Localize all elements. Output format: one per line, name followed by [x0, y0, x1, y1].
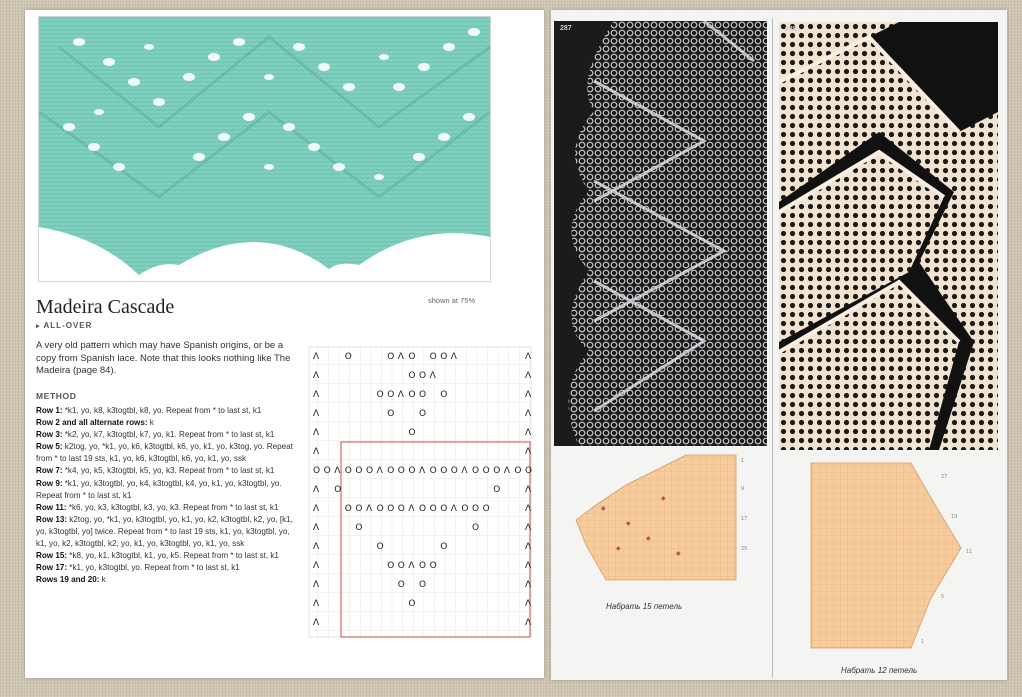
yarn-over-symbol: O [429, 504, 437, 514]
row-label: Row 7: [36, 466, 63, 476]
yarn-over-symbol: O [387, 561, 395, 571]
yarn-over-symbol: O [387, 352, 395, 362]
decrease-symbol: Λ [525, 447, 532, 457]
decrease-symbol: Λ [376, 466, 383, 476]
right-book-page [551, 10, 1007, 680]
row-label: Row 17: [36, 563, 68, 573]
lace-swatch-image [39, 17, 490, 281]
yarn-over-symbol: O [376, 390, 384, 400]
decrease-symbol: Λ [525, 485, 532, 495]
yarn-over-symbol: O [397, 504, 405, 514]
yarn-over-symbol: O [387, 390, 395, 400]
decrease-symbol: Λ [525, 504, 532, 514]
row-label: Row 2 and all alternate rows: [36, 418, 148, 428]
method-rows [36, 405, 298, 586]
decrease-symbol: Λ [503, 466, 510, 476]
yarn-over-symbol: O [440, 504, 448, 514]
yarn-over-symbol: O [376, 542, 384, 552]
yarn-over-symbol: O [334, 485, 342, 495]
yarn-over-symbol: O [344, 504, 352, 514]
decrease-symbol: Λ [366, 504, 373, 514]
yarn-over-symbol: O [408, 390, 416, 400]
yarn-over-symbol: O [472, 504, 480, 514]
row-label: Row 13: [36, 514, 68, 524]
svg-text:19: 19 [951, 514, 958, 520]
decrease-symbol: Λ [313, 580, 320, 590]
svg-text:5: 5 [941, 594, 945, 600]
yarn-over-symbol: O [387, 409, 395, 419]
yarn-over-symbol: O [450, 466, 458, 476]
cream-lace-photo [779, 22, 998, 450]
decrease-symbol: Λ [450, 504, 457, 514]
svg-text:25: 25 [741, 546, 748, 552]
decrease-symbol: Λ [525, 542, 532, 552]
pattern-b-chart [791, 458, 991, 668]
row-instructions: k [99, 575, 106, 585]
yarn-over-symbol: O [440, 390, 448, 400]
pattern-title: Madeira Cascade [36, 296, 175, 318]
pattern-b-number: 288 [785, 26, 797, 33]
svg-text:◆: ◆ [661, 495, 666, 502]
decrease-symbol: Λ [313, 504, 320, 514]
row-label: Rows 19 and 20: [36, 575, 100, 585]
method-row [36, 574, 298, 586]
yarn-over-symbol: O [419, 580, 427, 590]
yarn-over-symbol: O [461, 504, 469, 514]
yarn-over-symbol: O [408, 599, 416, 609]
svg-text:9: 9 [741, 486, 745, 492]
method-row [36, 441, 298, 465]
yarn-over-symbol: O [408, 466, 416, 476]
left-book-page [25, 10, 544, 678]
yarn-over-symbol: O [419, 371, 427, 381]
decrease-symbol: Λ [313, 542, 320, 552]
decrease-symbol: Λ [525, 523, 532, 533]
yarn-over-symbol: O [419, 409, 427, 419]
decrease-symbol: Λ [525, 409, 532, 419]
yarn-over-symbol: O [429, 561, 437, 571]
yarn-over-symbol: O [440, 542, 448, 552]
decrease-symbol: Λ [525, 390, 532, 400]
method-row [36, 478, 298, 502]
decrease-symbol: Λ [429, 371, 436, 381]
row-instructions: *k1, yo, k8, k3togtbl, k8, yo. Repeat from * to last st, k1 [62, 406, 262, 415]
decrease-symbol: Λ [408, 561, 415, 571]
decrease-symbol: Λ [313, 485, 320, 495]
svg-text:11: 11 [966, 549, 973, 555]
row-instructions: *k6, yo, k3, k3togtbl, k3, yo, k3. Repeat from * to last st, k1 [66, 502, 279, 512]
pattern-a-number: 287 [560, 25, 572, 32]
pattern-b-caption: Набрать 12 петель [841, 666, 918, 675]
row-label: Row 9: [36, 478, 63, 488]
svg-text:1: 1 [741, 458, 745, 464]
yarn-over-symbol: O [408, 352, 416, 362]
yarn-over-symbol: O [366, 466, 374, 476]
cream-lace-image [779, 22, 998, 450]
decrease-symbol: Λ [525, 599, 532, 609]
row-label: Row 3: [36, 430, 63, 440]
decrease-symbol: Λ [525, 561, 532, 571]
yarn-over-symbol: O [344, 466, 352, 476]
svg-text:◆: ◆ [601, 505, 606, 512]
yarn-over-symbol: O [397, 561, 405, 571]
yarn-over-symbol: O [472, 523, 480, 533]
yarn-over-symbol: O [397, 580, 405, 590]
yarn-over-symbol: O [387, 504, 395, 514]
row-instructions: k2tog, yo, *k1, yo, k6, k3togtbl, k6, yo, k1, yo, k3tog, yo. Repeat from * to last 19 sts, k1, yo, k6, k3togtbl, k6, yo, k1, yo, ssk [36, 442, 293, 464]
column-divider [772, 18, 773, 678]
method-row [36, 562, 298, 574]
decrease-symbol: Λ [525, 371, 532, 381]
yarn-over-symbol: O [387, 466, 395, 476]
yarn-over-symbol: O [419, 561, 427, 571]
row-label: Row 11: [36, 502, 67, 512]
row-label: Row 1: [36, 406, 63, 415]
grey-lace-image [554, 21, 767, 446]
yarn-over-symbol: O [397, 466, 405, 476]
yarn-over-symbol: O [440, 466, 448, 476]
category-text: ALL-OVER [43, 321, 93, 330]
method-row [36, 502, 298, 514]
mint-lace-swatch-photo [38, 16, 491, 282]
yarn-over-symbol: O [482, 504, 490, 514]
method-row [36, 550, 298, 562]
yarn-over-symbol: O [313, 466, 321, 476]
svg-text:◆: ◆ [676, 550, 681, 557]
row-label: Row 15: [36, 551, 68, 561]
pattern-a-chart [566, 450, 766, 600]
yarn-over-symbol: O [408, 428, 416, 438]
decrease-symbol: Λ [313, 618, 320, 628]
yarn-over-symbol: O [429, 466, 437, 476]
method-heading: METHOD [36, 391, 77, 401]
decrease-symbol: Λ [313, 599, 320, 609]
row-instructions: k [147, 418, 154, 428]
pattern-a-caption: Набрать 15 петель [606, 602, 683, 611]
row-instructions: k2tog, yo, *k1, yo, k3togtbl, yo, k1, yo, k2, k3togtbl, k2, yo, [k1, yo, k3togtbl, yo] twice. Repeat from * to last 19 sts, k1, yo, k3togtbl, yo, k1, yo, k2, k3togtbl, k2, yo, k1, yo, k3togtbl, yo, k1, yo, ssk [36, 514, 293, 549]
svg-text:◆: ◆ [616, 545, 621, 552]
svg-text:1: 1 [921, 639, 925, 645]
row-instructions: *k8, yo, k1, k3togtbl, k1, yo, k5. Repeat from * to last st, k1 [67, 551, 279, 561]
decrease-symbol: Λ [525, 428, 532, 438]
yarn-over-symbol: O [514, 466, 522, 476]
yarn-over-symbol: O [493, 466, 501, 476]
decrease-symbol: Λ [525, 352, 532, 362]
yarn-over-symbol: O [323, 466, 331, 476]
row-instructions: *k1, yo, k3togtbl, yo. Repeat from * to last st, k1 [67, 563, 240, 573]
method-row [36, 429, 298, 441]
yarn-over-symbol: O [355, 504, 363, 514]
method-row [36, 405, 298, 417]
decrease-symbol: Λ [525, 618, 532, 628]
yarn-over-symbol: O [493, 485, 501, 495]
knitting-chart [307, 345, 532, 640]
yarn-over-symbol: O [355, 466, 363, 476]
decrease-symbol: Λ [408, 504, 415, 514]
intro-paragraph: A very old pattern which may have Spanish origins, or be a copy from Spanish lace. Note that this looks nothing like The Madeira (page 84). [36, 340, 291, 376]
grey-lace-photo [554, 21, 767, 446]
yarn-over-symbol: O [440, 352, 448, 362]
row-instructions: *k2, yo, k7, k3togtbl, k7, yo, k1. Repeat from * to last st, k1 [62, 430, 275, 440]
decrease-symbol: Λ [313, 447, 320, 457]
svg-text:◆: ◆ [626, 520, 631, 527]
decrease-symbol: Λ [313, 428, 320, 438]
decrease-symbol: Λ [313, 352, 320, 362]
decrease-symbol: Λ [397, 390, 404, 400]
decrease-symbol: Λ [313, 523, 320, 533]
yarn-over-symbol: O [419, 390, 427, 400]
decrease-symbol: Λ [461, 466, 468, 476]
scale-note: shown at 75% [428, 296, 476, 305]
yarn-over-symbol: O [408, 371, 416, 381]
triangle-bullet-icon: ▸ [36, 323, 41, 330]
decrease-symbol: Λ [525, 580, 532, 590]
decrease-symbol: Λ [334, 466, 341, 476]
decrease-symbol: Λ [419, 466, 426, 476]
yarn-over-symbol: O [419, 504, 427, 514]
category-label [36, 321, 92, 330]
method-row [36, 514, 298, 550]
decrease-symbol: Λ [313, 390, 320, 400]
decrease-symbol: Λ [313, 561, 320, 571]
decrease-symbol: Λ [450, 352, 457, 362]
row-instructions: *k4, yo, k5, k3togtbl, k5, yo, k3. Repeat from * to last st, k1 [62, 466, 275, 476]
yarn-over-symbol: O [429, 352, 437, 362]
yarn-over-symbol: O [355, 523, 363, 533]
method-row [36, 417, 298, 429]
row-instructions: *k1, yo, k3togtbl, yo, k4, k3togtbl, k4, yo, k1, yo, k3togtbl, yo. Repeat from * to last st, k1 [36, 478, 282, 500]
yarn-over-symbol: O [344, 352, 352, 362]
yarn-over-symbol: O [472, 466, 480, 476]
decrease-symbol: Λ [313, 371, 320, 381]
row-label: Row 5: [36, 442, 63, 452]
yarn-over-symbol: O [525, 466, 532, 476]
svg-text:◆: ◆ [646, 535, 651, 542]
method-row [36, 465, 298, 477]
svg-text:17: 17 [741, 516, 748, 522]
decrease-symbol: Λ [313, 409, 320, 419]
yarn-over-symbol: O [376, 504, 384, 514]
yarn-over-symbol: O [482, 466, 490, 476]
svg-text:27: 27 [941, 474, 948, 480]
decrease-symbol: Λ [397, 352, 404, 362]
